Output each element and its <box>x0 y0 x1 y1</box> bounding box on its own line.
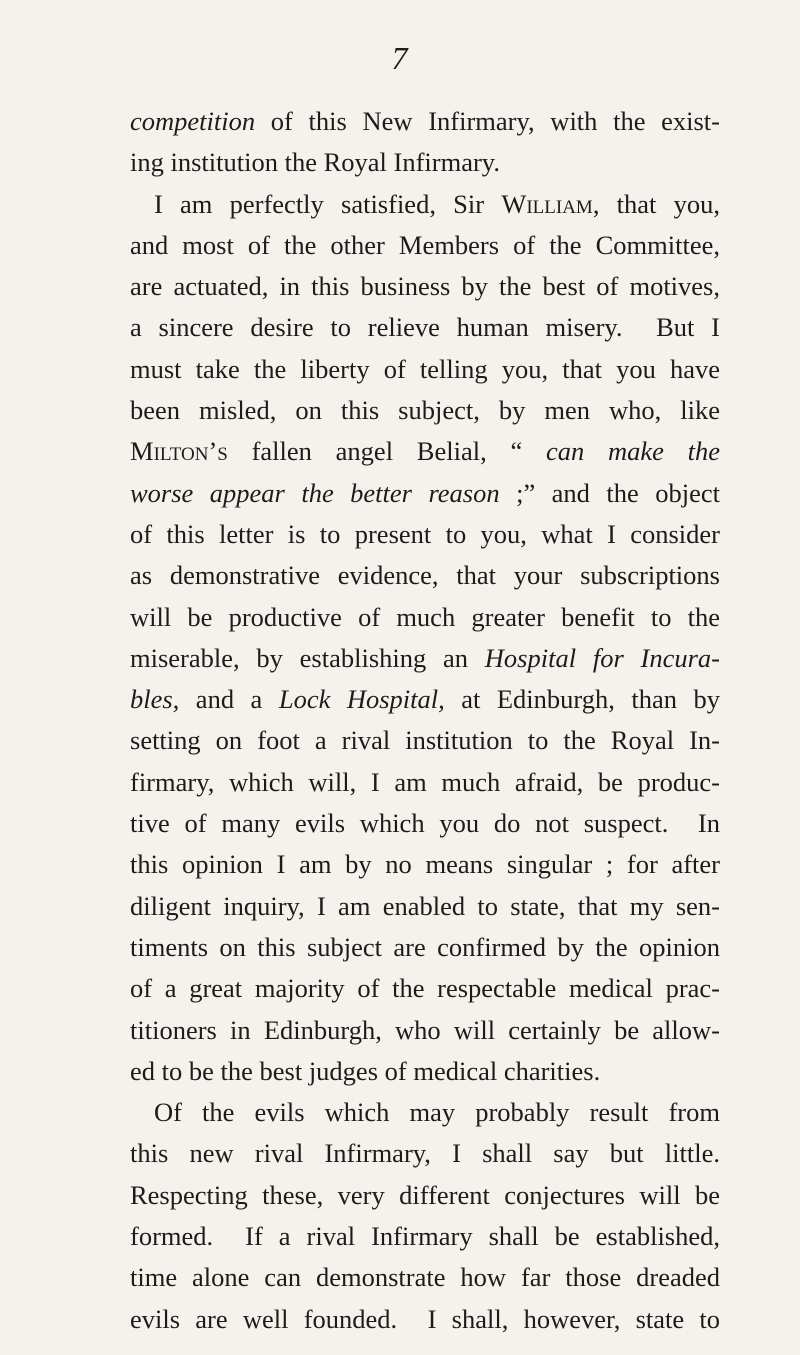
text-line <box>130 514 720 555</box>
text-line <box>130 473 720 514</box>
text-line <box>130 101 720 142</box>
text-line <box>130 555 720 596</box>
text-line <box>130 927 720 968</box>
text-run: are actuated, in this business by the best of motives, <box>130 271 720 302</box>
text-run: setting on foot a rival institution to the Royal In- <box>130 725 720 756</box>
text-run: tive of many evils which you do not suspect. In <box>130 808 720 839</box>
text-run: ed to be the best judges of medical charities. <box>130 1055 601 1086</box>
text-run: formed. If a rival Infirmary shall be established, <box>130 1221 720 1252</box>
text-run: as demonstrative evidence, that your subscriptions <box>130 560 720 591</box>
text-line <box>130 390 720 431</box>
text-line <box>130 1175 720 1216</box>
text-run: of this New Infirmary, with the exist- <box>255 106 720 136</box>
text-run: this opinion I am by no means singular ; for after <box>130 849 720 880</box>
text-run: evils are well founded. I shall, however, state to <box>130 1303 720 1334</box>
text-line <box>130 886 720 927</box>
italic-text: Hospital for Incura- <box>484 642 721 673</box>
text-run: timents on this subject are confirmed by the opinion <box>130 931 720 962</box>
text-run: Of the evils which may probably result from <box>154 1097 720 1128</box>
text-line <box>130 1257 720 1298</box>
text-line <box>130 1133 720 1174</box>
text-run: ing institution the Royal Infirmary. <box>130 147 500 178</box>
text-run: of this letter is to present to you, what I consider <box>130 518 720 549</box>
text-run: miserable, by establishing an <box>130 642 485 673</box>
small-caps-text: William <box>501 188 593 219</box>
small-caps-text: Milton’s <box>130 436 228 467</box>
italic-text: bles, <box>130 684 180 715</box>
text-line <box>130 638 720 679</box>
text-run: time alone can demonstrate how far those dreaded <box>130 1262 720 1293</box>
text-line <box>130 762 720 803</box>
text-run: diligent inquiry, I am enabled to state, that my sen- <box>130 890 720 921</box>
text-line <box>130 597 720 638</box>
text-run: will be productive of much greater benefit to the <box>130 601 720 632</box>
text-run: been misled, on this subject, by men who, like <box>130 395 720 426</box>
text-run: of a great majority of the respectable medical prac- <box>130 973 720 1004</box>
text-run: ;” and the object <box>499 477 720 508</box>
text-run: at Edinburgh, than by <box>444 684 720 715</box>
text-line <box>130 307 720 348</box>
text-line <box>130 266 720 307</box>
text-line <box>130 142 720 183</box>
text-run: Respecting these, very different conjectures will be <box>130 1179 720 1210</box>
text-run: titioners in Edinburgh, who will certainly be allow- <box>130 1014 720 1045</box>
text-line <box>130 431 720 472</box>
text-line <box>130 679 720 720</box>
text-line <box>130 225 720 266</box>
italic-text: competition <box>130 106 256 136</box>
text-line <box>130 803 720 844</box>
text-run: , that you, <box>592 188 720 219</box>
text-run: a sincere desire to relieve human misery. But I <box>130 312 720 343</box>
text-run: fallen angel Belial, “ <box>227 436 546 467</box>
text-run: this new rival Infirmary, I shall say but little. <box>130 1138 720 1169</box>
italic-text: worse appear the better reason <box>130 477 500 508</box>
text-line <box>130 968 720 1009</box>
italic-text: Lock Hospital, <box>278 684 445 715</box>
text-run: firmary, which will, I am much afraid, be produc- <box>130 766 720 797</box>
text-run: must take the liberty of telling you, that you have <box>130 353 720 384</box>
page-number: 7 <box>391 40 409 76</box>
italic-text: can make the <box>545 436 720 467</box>
text-line <box>130 1092 720 1133</box>
text-line <box>130 184 720 225</box>
text-run: I am perfectly satisfied, Sir <box>154 188 502 219</box>
text-run: and a <box>179 684 279 715</box>
body-text <box>130 101 720 1340</box>
text-line <box>130 349 720 390</box>
text-line <box>130 844 720 885</box>
text-line <box>130 1216 720 1257</box>
text-line <box>130 720 720 761</box>
text-line <box>130 1010 720 1051</box>
text-line <box>130 1299 720 1340</box>
text-run: and most of the other Members of the Committee, <box>130 229 720 260</box>
text-line <box>130 1051 720 1092</box>
